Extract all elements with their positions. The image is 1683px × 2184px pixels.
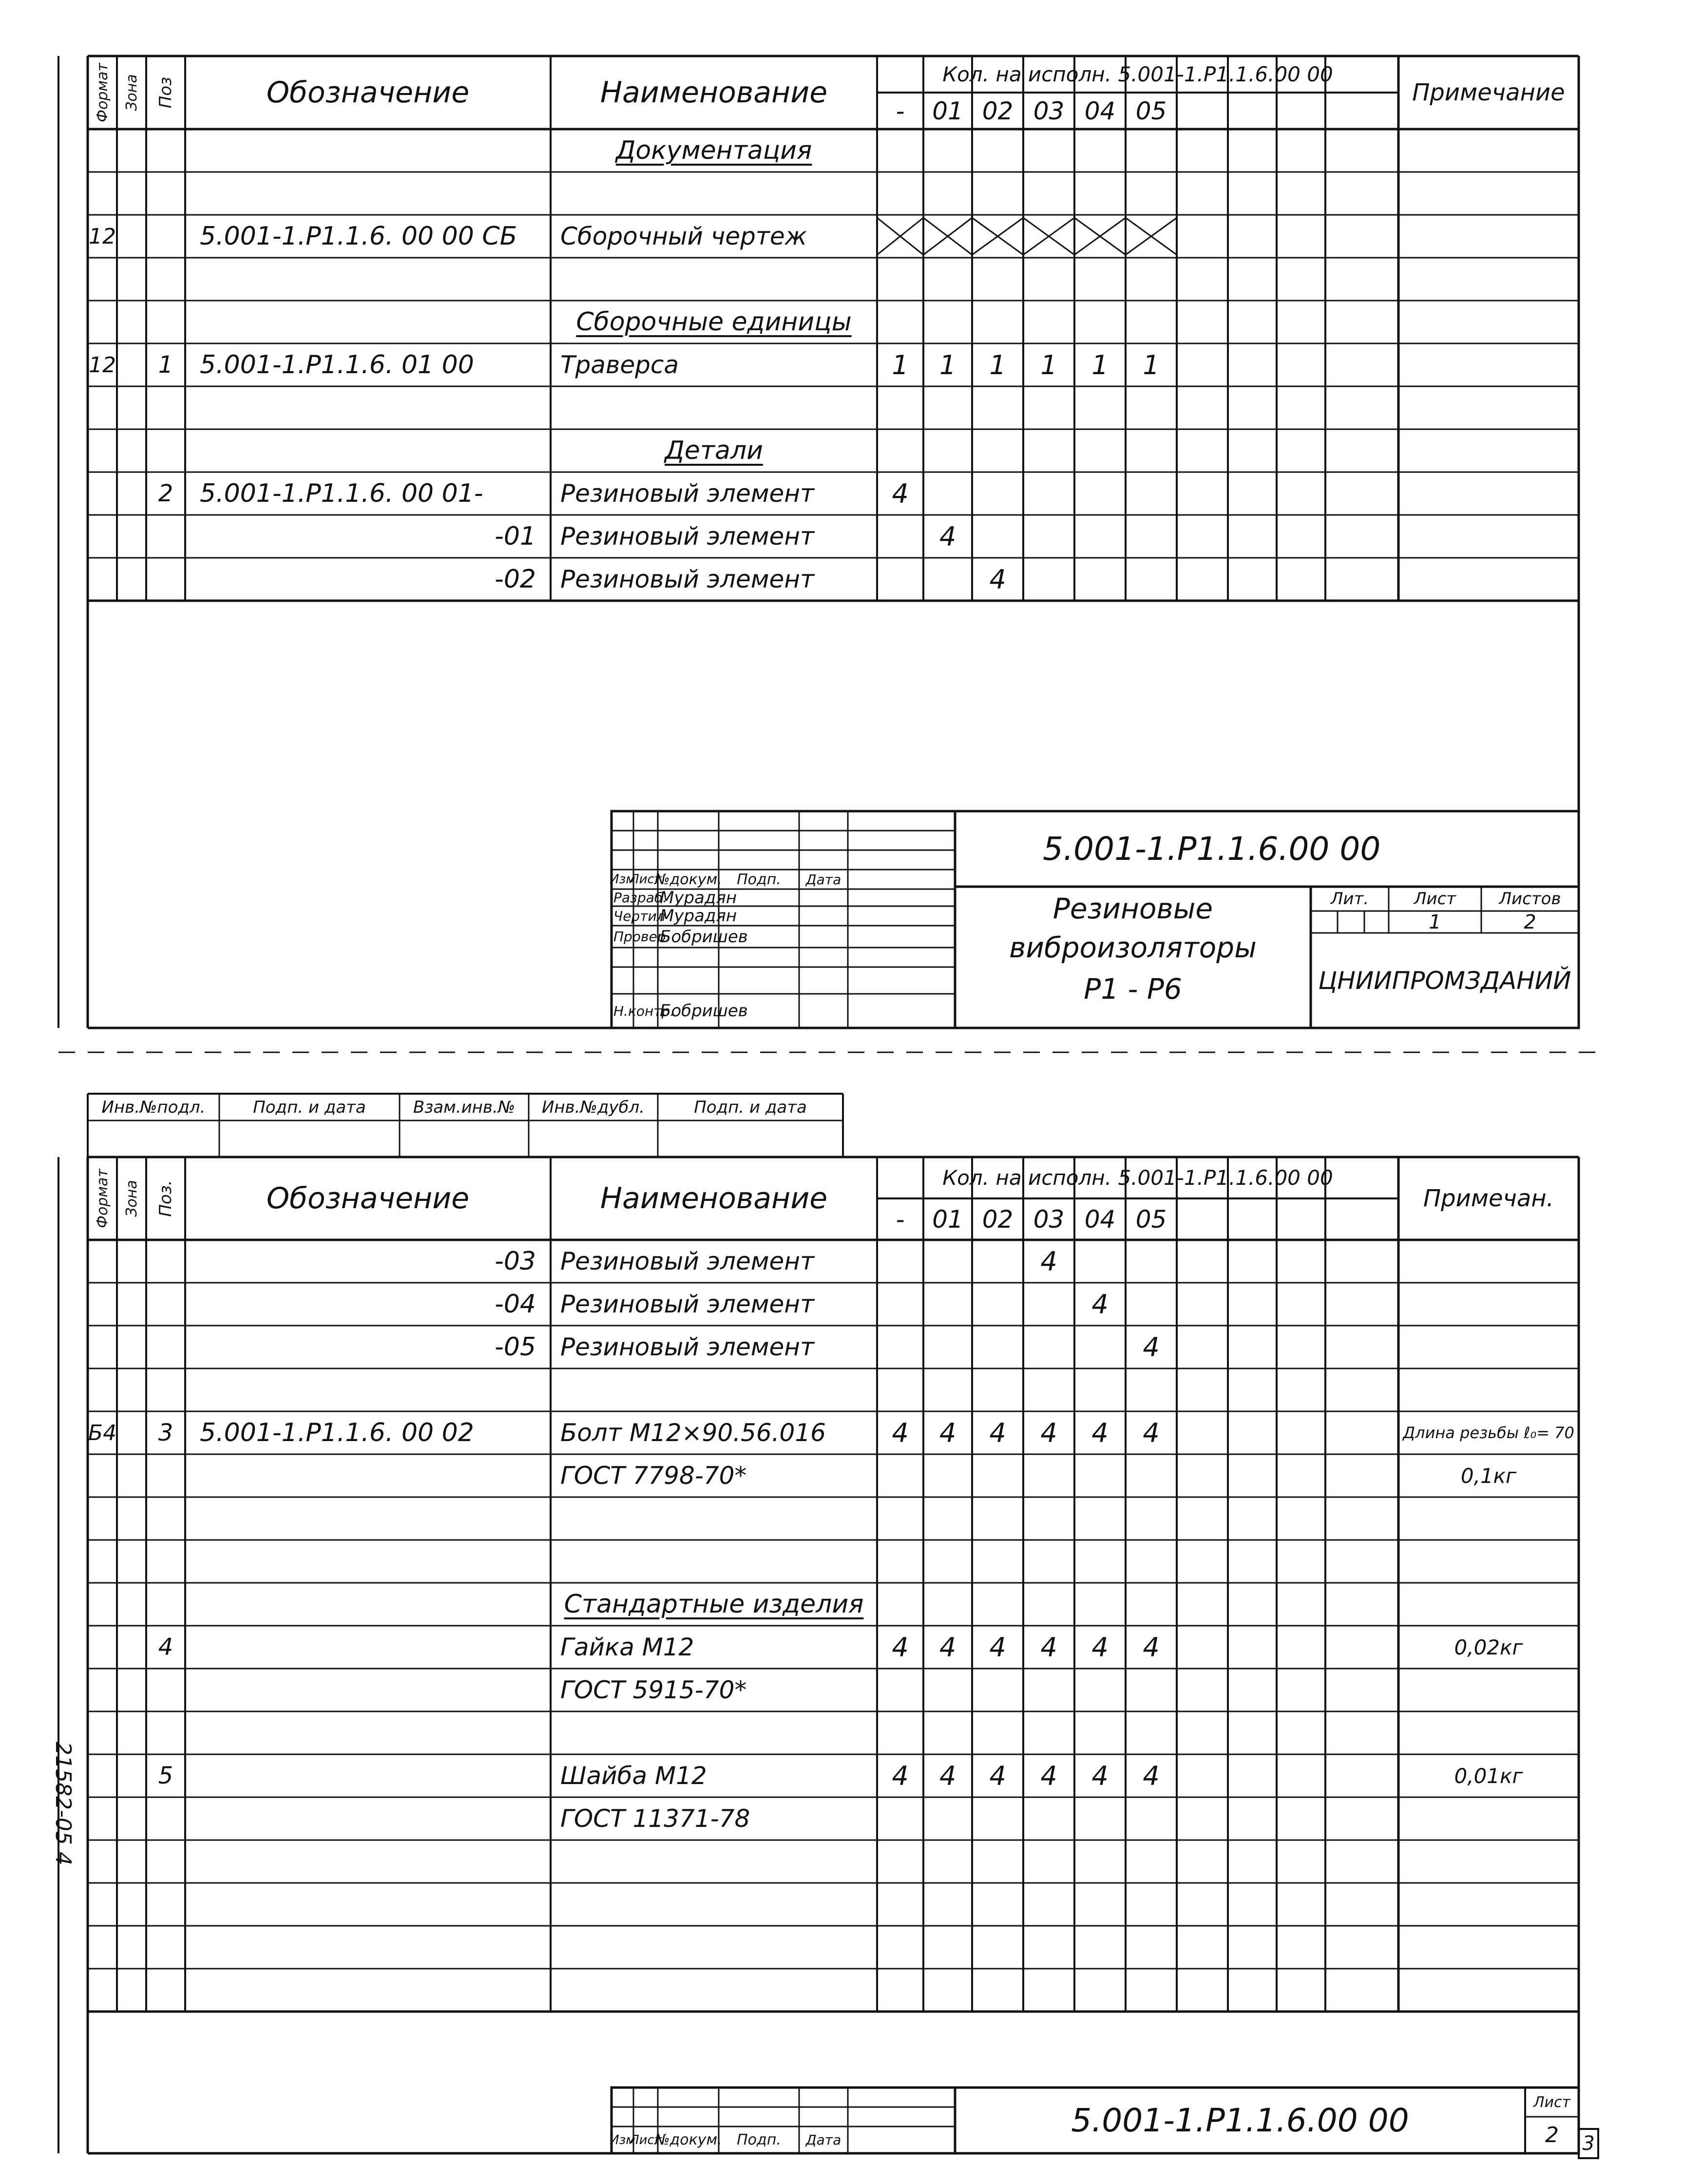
row-qty: 1 xyxy=(1143,349,1160,380)
col-date-cell xyxy=(799,870,848,889)
row-name-cell xyxy=(551,343,877,386)
sheet-label-cell xyxy=(1525,2088,1579,2117)
row-name-cell xyxy=(551,1411,877,1454)
doc-number: 5.001-1.Р1.1.6.00 00 xyxy=(1043,830,1381,868)
row-qty: 4 xyxy=(1143,1632,1160,1663)
sheet-label: Лист xyxy=(1533,2093,1571,2111)
row-qty: 1 xyxy=(989,349,1006,380)
header-zone: Зона xyxy=(123,74,140,111)
doc-number-cell xyxy=(955,811,1579,887)
stamp-label-cell xyxy=(219,1094,400,1120)
row-qty-cell xyxy=(1023,1626,1074,1669)
organization: ЦНИИПРОМЗДАНИЙ xyxy=(1318,966,1571,995)
row-qty: 4 xyxy=(1091,1760,1109,1791)
title-line-2: виброизоляторы xyxy=(1009,931,1257,964)
lit-label-cell xyxy=(1311,887,1389,911)
row-pos-cell xyxy=(146,1411,185,1454)
section-heading-cell xyxy=(551,1583,877,1626)
header-format: Формат xyxy=(94,63,111,122)
row-designation: -05 xyxy=(495,1332,536,1362)
header-name: Наименование xyxy=(600,76,828,110)
row-note-cell xyxy=(1398,1454,1579,1497)
stamp-label: Взам.инв.№ xyxy=(413,1097,516,1117)
sheet-value-cell xyxy=(1525,2117,1579,2153)
row-designation-cell xyxy=(185,472,551,515)
col-doc: №докум. xyxy=(654,871,722,888)
row-format-cell xyxy=(88,215,117,258)
row-name: Резиновый элемент xyxy=(560,1290,815,1318)
row-name-cell xyxy=(551,1454,877,1497)
role-label-cell xyxy=(612,926,670,948)
row-name: Резиновый элемент xyxy=(560,1247,815,1275)
row-qty-cell xyxy=(1074,343,1126,386)
row-note: 0,1кг xyxy=(1460,1463,1517,1488)
row-designation: -01 xyxy=(495,522,536,551)
header-variant-cell xyxy=(923,1198,972,1240)
stamp-label: Подп. и дата xyxy=(694,1097,807,1117)
section-heading: Стандартные изделия xyxy=(564,1590,864,1619)
header-variant-cell xyxy=(1074,1198,1126,1240)
header-designation: Обозначение xyxy=(266,76,470,110)
col-sign-cell xyxy=(719,2127,799,2153)
sheets-value-cell xyxy=(1481,911,1579,933)
row-qty-cell xyxy=(1126,1326,1177,1368)
row-name: ГОСТ 11371-78 xyxy=(560,1804,750,1833)
row-designation: 5.001-1.Р1.1.6. 00 02 xyxy=(200,1418,474,1447)
sheet-value: 1 xyxy=(1429,911,1441,933)
title-line-1: Резиновые xyxy=(1052,892,1213,925)
row-format-cell xyxy=(88,343,117,386)
row-designation-cell xyxy=(185,558,551,601)
row-qty: 4 xyxy=(1040,1632,1057,1663)
sheets-label: Листов xyxy=(1499,889,1561,909)
header-variant: - xyxy=(896,96,905,125)
stamp-label: Инв.№дубл. xyxy=(541,1097,645,1117)
row-designation: -04 xyxy=(495,1290,536,1319)
col-sign: Подп. xyxy=(737,871,781,888)
row-designation-cell xyxy=(185,1240,551,1283)
header-qty-title-cell xyxy=(877,1157,1398,1198)
row-qty: 4 xyxy=(1040,1417,1057,1448)
row-qty: 4 xyxy=(1040,1246,1057,1277)
row-name-cell xyxy=(551,1754,877,1797)
row-designation-cell xyxy=(185,1411,551,1454)
row-qty-cell xyxy=(877,343,923,386)
row-qty-cell xyxy=(972,1411,1023,1454)
header-variant-cell xyxy=(1126,93,1177,129)
header-variant-cell xyxy=(972,1198,1023,1240)
row-qty: 4 xyxy=(892,1632,909,1663)
header-qty-title: Кол. на исполн. 5.001-1.Р1.1.6.00 00 xyxy=(942,1166,1333,1190)
row-format-cell xyxy=(88,1411,117,1454)
header-variant: 01 xyxy=(932,96,963,125)
row-qty: 4 xyxy=(989,564,1006,595)
row-designation: 5.001-1.Р1.1.6. 00 00 СБ xyxy=(200,222,517,251)
row-name: Резиновый элемент xyxy=(560,479,815,508)
header-variant: 02 xyxy=(982,1205,1014,1234)
header-variant: 05 xyxy=(1135,1205,1167,1234)
row-qty-cell xyxy=(1126,1754,1177,1797)
row-qty-cell xyxy=(1126,1626,1177,1669)
header-variant-cell xyxy=(1126,1198,1177,1240)
row-name: Сборочный чертеж xyxy=(560,222,807,250)
stamp-label-cell xyxy=(400,1094,529,1120)
sheet-value: 2 xyxy=(1545,2123,1559,2147)
row-name: Резиновый элемент xyxy=(560,522,815,551)
row-qty: 4 xyxy=(1091,1417,1109,1448)
header-designation-cell xyxy=(185,1157,551,1240)
title-line-1-cell xyxy=(955,887,1311,931)
row-designation: 5.001-1.Р1.1.6. 01 00 xyxy=(200,350,474,380)
row-qty-cell xyxy=(877,1754,923,1797)
row-designation: -03 xyxy=(495,1247,536,1276)
title-line-3: Р1 - Р6 xyxy=(1084,972,1182,1006)
header-note: Примечание xyxy=(1412,79,1565,106)
row-qty-cell xyxy=(1126,343,1177,386)
header-pos: Поз xyxy=(156,76,175,109)
row-name-cell xyxy=(551,215,877,258)
row-qty-cell xyxy=(1074,1411,1126,1454)
row-qty: 4 xyxy=(1040,1760,1057,1791)
header-variant: 04 xyxy=(1084,96,1116,125)
col-date-cell xyxy=(799,2127,848,2153)
role-label: Провер. xyxy=(613,929,670,945)
row-designation-cell xyxy=(185,215,551,258)
row-qty-cell xyxy=(972,343,1023,386)
row-qty: 4 xyxy=(939,521,956,552)
row-pos: 5 xyxy=(158,1762,173,1789)
row-qty-cell xyxy=(923,515,972,558)
row-qty-cell xyxy=(972,558,1023,601)
row-designation-cell xyxy=(185,1283,551,1326)
role-label: Чертил xyxy=(613,908,666,924)
row-name-cell xyxy=(551,1797,877,1840)
row-format: 12 xyxy=(89,352,116,378)
role-label: Н.контр. xyxy=(613,1003,675,1019)
col-sign: Подп. xyxy=(737,2131,781,2148)
row-format: Б4 xyxy=(88,1420,117,1445)
row-pos: 1 xyxy=(158,351,173,379)
row-qty-cell xyxy=(877,472,923,515)
row-note-cell xyxy=(1398,1626,1579,1669)
row-qty: 4 xyxy=(892,478,909,509)
row-qty: 1 xyxy=(1091,349,1109,380)
header-variant: 01 xyxy=(932,1205,963,1234)
doc-number-cell xyxy=(955,2088,1525,2153)
section-heading-cell xyxy=(551,429,877,472)
stamp-label-cell xyxy=(88,1094,219,1120)
row-qty-cell xyxy=(972,1754,1023,1797)
section-heading: Сборочные единицы xyxy=(576,307,852,337)
row-qty: 4 xyxy=(989,1417,1006,1448)
row-qty: 4 xyxy=(939,1760,956,1791)
lit-label: Лит. xyxy=(1330,889,1369,909)
row-qty: 4 xyxy=(939,1417,956,1448)
role-label-cell xyxy=(612,994,675,1028)
header-format: Формат xyxy=(94,1169,111,1228)
role-label: Разраб. xyxy=(613,890,668,906)
row-note-cell xyxy=(1398,1411,1579,1454)
row-name-cell xyxy=(551,1669,877,1711)
section-heading: Детали xyxy=(665,436,763,465)
row-pos-cell xyxy=(146,1626,185,1669)
row-name-cell xyxy=(551,558,877,601)
header-variant: 02 xyxy=(982,96,1014,125)
row-qty: 1 xyxy=(892,349,909,380)
row-pos-cell xyxy=(146,1754,185,1797)
section-heading-cell xyxy=(551,129,877,172)
row-designation-cell xyxy=(185,343,551,386)
header-note-cell xyxy=(1398,56,1579,129)
section-heading: Документация xyxy=(615,136,812,165)
person-name: Бобришев xyxy=(660,1001,748,1021)
person-name-cell xyxy=(658,888,737,908)
stamp-label-cell xyxy=(529,1094,658,1120)
row-name-cell xyxy=(551,1626,877,1669)
corner-mark: 3 xyxy=(1582,2132,1595,2155)
row-name: ГОСТ 7798-70* xyxy=(560,1462,747,1490)
header-zone: Зона xyxy=(123,1180,140,1217)
row-qty: 4 xyxy=(1091,1289,1109,1320)
header-variant: - xyxy=(896,1205,905,1234)
row-qty: 4 xyxy=(892,1760,909,1791)
row-name-cell xyxy=(551,515,877,558)
person-name-cell xyxy=(658,926,748,948)
header-variant: 05 xyxy=(1135,96,1167,125)
row-name: Резиновый элемент xyxy=(560,1333,815,1361)
header-qty-title-cell xyxy=(877,56,1398,93)
row-qty-cell xyxy=(923,1626,972,1669)
row-name: Гайка М12 xyxy=(560,1633,694,1661)
row-qty: 4 xyxy=(1143,1760,1160,1791)
row-name-cell xyxy=(551,1283,877,1326)
row-name-cell xyxy=(551,1240,877,1283)
row-note: 0,01кг xyxy=(1454,1764,1523,1788)
row-name: Шайба М12 xyxy=(560,1762,707,1790)
row-qty: 4 xyxy=(989,1760,1006,1791)
row-qty-cell xyxy=(923,1411,972,1454)
row-designation-cell xyxy=(185,1326,551,1368)
col-date: Дата xyxy=(805,871,842,888)
section-heading-cell xyxy=(551,301,877,343)
row-note: Длина резьбы ℓ₀= 70 xyxy=(1403,1424,1574,1442)
row-qty-cell xyxy=(1023,1754,1074,1797)
header-name-cell xyxy=(551,1157,877,1240)
margin-note: 21582-05 4 xyxy=(51,1742,76,1865)
header-variant-cell xyxy=(1074,93,1126,129)
row-name: Болт М12×90.56.016 xyxy=(560,1419,826,1447)
stamp-label-cell xyxy=(658,1094,843,1120)
corner-mark-cell xyxy=(1579,2129,1598,2158)
header-qty-title: Кол. на исполн. 5.001-1.Р1.1.6.00 00 xyxy=(942,62,1333,86)
row-name-cell xyxy=(551,472,877,515)
row-name: Траверса xyxy=(560,351,679,379)
row-qty: 4 xyxy=(1143,1331,1160,1363)
header-designation-cell xyxy=(185,56,551,129)
row-qty-cell xyxy=(923,1754,972,1797)
col-doc-cell xyxy=(654,2127,722,2153)
header-variant-cell xyxy=(923,93,972,129)
row-qty: 1 xyxy=(939,349,956,380)
row-qty: 4 xyxy=(1091,1632,1109,1663)
row-name: ГОСТ 5915-70* xyxy=(560,1676,747,1704)
row-designation-cell xyxy=(185,515,551,558)
header-note: Примечан. xyxy=(1423,1185,1554,1212)
header-variant: 04 xyxy=(1084,1205,1116,1234)
header-pos: Поз. xyxy=(156,1180,175,1217)
row-pos-cell xyxy=(146,343,185,386)
role-label-cell xyxy=(612,906,666,926)
title-line-3-cell xyxy=(955,967,1311,1011)
col-izm: Изм xyxy=(610,872,635,887)
header-variant-cell xyxy=(1023,93,1074,129)
row-qty-cell xyxy=(1023,1240,1074,1283)
row-pos: 2 xyxy=(158,480,173,507)
stamp-label: Инв.№подл. xyxy=(101,1097,206,1117)
header-variant: 03 xyxy=(1033,96,1065,125)
row-qty-cell xyxy=(1074,1626,1126,1669)
header-variant-cell xyxy=(1023,1198,1074,1240)
title-line-2-cell xyxy=(955,926,1311,969)
row-name-cell xyxy=(551,1326,877,1368)
row-format: 12 xyxy=(89,224,116,249)
row-qty-cell xyxy=(1023,343,1074,386)
row-pos: 4 xyxy=(158,1633,173,1661)
col-list: Лист xyxy=(630,2132,662,2147)
col-izm: Изм xyxy=(610,2132,635,2147)
row-qty-cell xyxy=(972,1626,1023,1669)
row-qty-cell xyxy=(923,343,972,386)
header-designation: Обозначение xyxy=(266,1181,470,1215)
row-pos: 3 xyxy=(158,1419,173,1446)
row-name: Резиновый элемент xyxy=(560,565,815,593)
row-qty: 4 xyxy=(1143,1417,1160,1448)
header-variant: 03 xyxy=(1033,1205,1065,1234)
row-qty-cell xyxy=(1074,1283,1126,1326)
row-qty: 4 xyxy=(892,1417,909,1448)
row-note: 0,02кг xyxy=(1454,1635,1523,1659)
col-sign-cell xyxy=(719,870,799,889)
row-qty-cell xyxy=(877,1626,923,1669)
row-qty: 4 xyxy=(989,1632,1006,1663)
row-designation: 5.001-1.Р1.1.6. 00 01- xyxy=(200,479,483,508)
row-qty-cell xyxy=(1023,1411,1074,1454)
header-name: Наименование xyxy=(600,1181,828,1215)
person-name-cell xyxy=(658,994,748,1028)
header-variant-cell xyxy=(877,93,923,129)
header-variant-cell xyxy=(972,93,1023,129)
doc-number: 5.001-1.Р1.1.6.00 00 xyxy=(1071,2102,1409,2139)
sheets-label-cell xyxy=(1481,887,1579,911)
header-name-cell xyxy=(551,56,877,129)
header-note-cell xyxy=(1398,1157,1579,1240)
row-qty-cell xyxy=(1126,1411,1177,1454)
person-name-cell xyxy=(658,906,737,926)
sheet-value-cell xyxy=(1389,911,1481,933)
row-designation: -02 xyxy=(495,565,536,594)
organization-cell xyxy=(1311,933,1579,1028)
row-qty-cell xyxy=(1074,1754,1126,1797)
header-variant-cell xyxy=(877,1198,923,1240)
row-qty: 4 xyxy=(939,1632,956,1663)
row-note-cell xyxy=(1398,1754,1579,1797)
stamp-label: Подп. и дата xyxy=(253,1097,366,1117)
col-list: Лист xyxy=(630,872,662,887)
person-name: Мурадян xyxy=(660,906,737,926)
col-doc-cell xyxy=(654,870,722,889)
person-name: Бобришев xyxy=(660,927,748,947)
row-qty-cell xyxy=(877,1411,923,1454)
sheet-label: Лист xyxy=(1414,889,1456,909)
person-name: Мурадян xyxy=(660,888,737,908)
role-label-cell xyxy=(612,889,668,906)
col-date: Дата xyxy=(805,2132,842,2148)
sheet-label-cell xyxy=(1389,887,1481,911)
row-pos-cell xyxy=(146,472,185,515)
sheets-value: 2 xyxy=(1524,911,1536,933)
row-qty: 1 xyxy=(1040,349,1057,380)
col-doc: №докум. xyxy=(654,2131,722,2148)
